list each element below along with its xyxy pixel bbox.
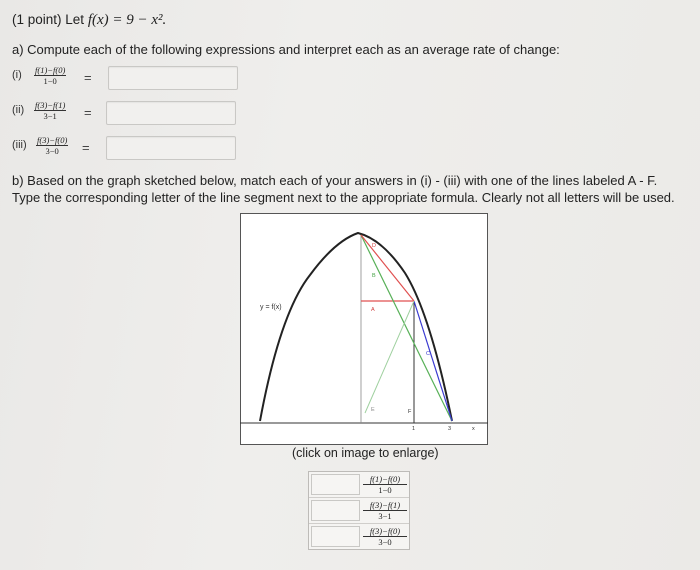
matching-row bbox=[309, 498, 409, 524]
match-formula bbox=[363, 474, 407, 495]
difference-quotient bbox=[34, 65, 66, 86]
label-c: C bbox=[426, 351, 430, 357]
difference-quotient bbox=[34, 100, 66, 121]
curve-label: y = f(x) bbox=[260, 304, 282, 311]
label-d: D bbox=[372, 243, 376, 249]
matching-table bbox=[308, 471, 410, 550]
fraction-denominator: 3−0 bbox=[378, 537, 392, 547]
x-tick-1: 1 bbox=[412, 426, 416, 432]
fraction-numerator: f(1)−f(0) bbox=[363, 474, 407, 485]
graph-svg bbox=[240, 213, 488, 445]
match-input-ii[interactable] bbox=[311, 500, 360, 521]
answer-input-ii[interactable] bbox=[106, 101, 236, 125]
matching-row bbox=[309, 472, 409, 498]
fraction-denominator: 1−0 bbox=[378, 485, 392, 495]
points-label: (1 point) Let bbox=[12, 12, 85, 27]
fraction-denominator: 3−1 bbox=[378, 511, 392, 521]
fraction-numerator: f(3)−f(0) bbox=[363, 526, 407, 537]
fraction-numerator: f(3)−f(1) bbox=[35, 100, 66, 110]
problem-statement bbox=[12, 12, 166, 29]
row-label: (iii) bbox=[12, 139, 27, 151]
equals-sign: = bbox=[84, 70, 92, 85]
match-input-i[interactable] bbox=[311, 474, 360, 495]
match-formula bbox=[363, 500, 407, 521]
label-e: E bbox=[371, 407, 375, 413]
difference-quotient bbox=[36, 135, 68, 156]
fraction-denominator: 3−0 bbox=[45, 146, 59, 156]
label-b: B bbox=[372, 273, 376, 279]
match-input-iii[interactable] bbox=[311, 526, 360, 547]
row-label: (ii) bbox=[12, 104, 25, 116]
label-a: A bbox=[371, 307, 375, 313]
answer-input-i[interactable] bbox=[108, 66, 238, 90]
graph-image[interactable] bbox=[240, 213, 488, 445]
label-f: F bbox=[408, 409, 412, 415]
matching-row bbox=[309, 524, 409, 549]
function-definition: f(x) = 9 − x². bbox=[87, 12, 167, 28]
equals-sign: = bbox=[84, 105, 92, 120]
fraction-denominator: 3−1 bbox=[43, 111, 57, 121]
fraction-numerator: f(3)−f(0) bbox=[37, 135, 68, 145]
x-axis-label: x bbox=[472, 426, 475, 432]
fraction-numerator: f(3)−f(1) bbox=[363, 500, 407, 511]
equals-sign: = bbox=[82, 140, 90, 155]
x-tick-3: 3 bbox=[448, 426, 452, 432]
part-a-prompt: a) Compute each of the following expressions and interpret each as an average rate of change: bbox=[12, 42, 560, 57]
match-formula bbox=[363, 526, 407, 547]
row-label: (i) bbox=[12, 69, 22, 81]
part-a-row-ii bbox=[12, 100, 252, 126]
fraction-numerator: f(1)−f(0) bbox=[35, 65, 66, 75]
part-b-prompt: b) Based on the graph sketched below, match each of your answers in (i) - (iii) with one of the lines labeled A - F. Type the corresponding letter of the line segment next to the appropriate formula. Clearly not all letters will be used. bbox=[12, 173, 675, 205]
part-a-row-iii bbox=[12, 135, 252, 161]
part-a-row-i bbox=[12, 65, 252, 91]
fraction-denominator: 1−0 bbox=[43, 76, 57, 86]
graph-caption[interactable]: (click on image to enlarge) bbox=[292, 446, 439, 460]
answer-input-iii[interactable] bbox=[106, 136, 236, 160]
